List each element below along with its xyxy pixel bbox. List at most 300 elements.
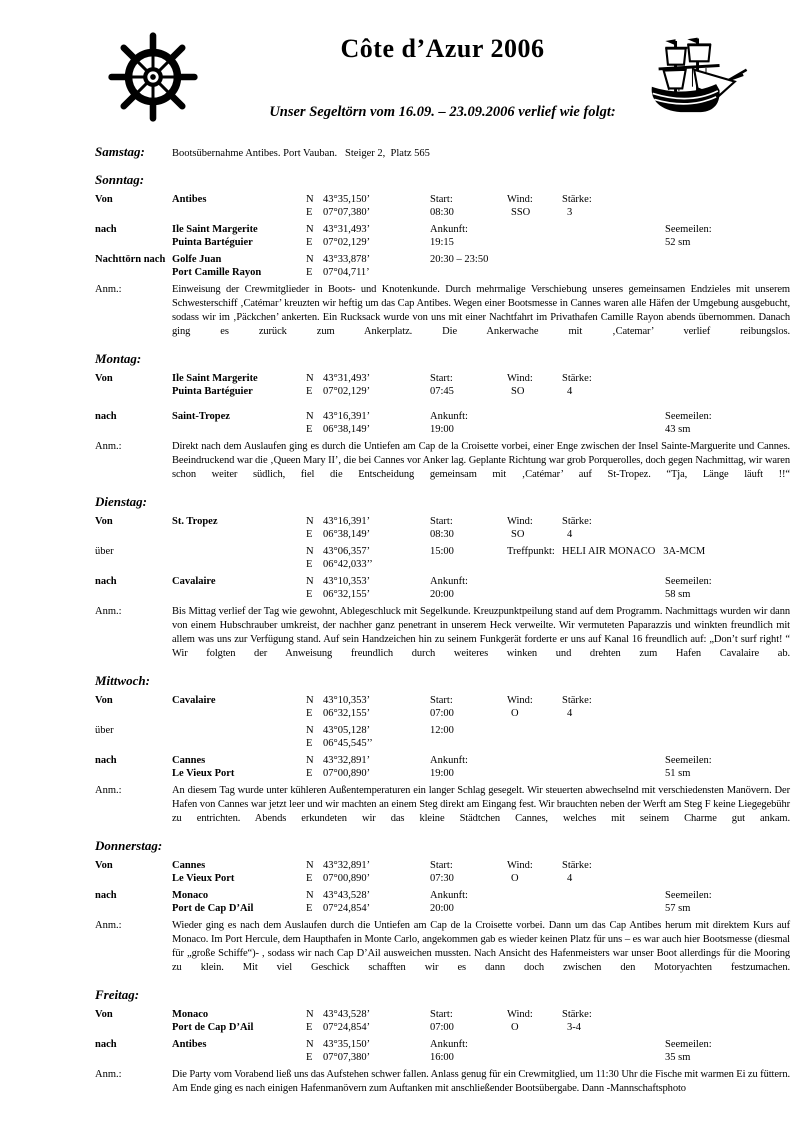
time-cell	[430, 694, 507, 720]
place-line: Golfe Juan	[172, 254, 222, 265]
place-line	[172, 1051, 306, 1064]
seamiles-cell-label: Seemeilen:	[665, 890, 712, 901]
place-cell	[172, 575, 306, 601]
time-cell-value: 19:15	[430, 237, 454, 248]
wind-strength-cell	[562, 253, 665, 279]
day-heading: Donnerstag:	[95, 838, 163, 853]
day-heading: Dienstag:	[95, 494, 147, 509]
hemisphere-label: E	[306, 873, 313, 884]
time-cell	[430, 724, 507, 750]
wind-strength-cell	[562, 754, 665, 780]
coordinate-line	[306, 707, 430, 720]
wind-strength-cell	[562, 724, 665, 750]
coordinate-value: 07°07,380’	[323, 1052, 371, 1063]
coordinate-value: 06°45,545’’	[323, 738, 373, 749]
place-cell	[172, 694, 306, 720]
coordinate-line	[306, 1051, 430, 1064]
place-cell	[172, 889, 306, 915]
day-section	[95, 351, 790, 482]
seamiles-cell	[665, 223, 790, 249]
wind-strength-cell	[562, 545, 706, 571]
time-cell	[430, 193, 507, 219]
coordinates-cell	[306, 859, 430, 885]
coordinates-cell	[306, 575, 430, 601]
row-label: Nachttörn nach	[95, 254, 166, 265]
hemisphere-label: E	[306, 424, 313, 435]
wind-cell	[507, 889, 562, 915]
wind-cell-value: SO	[511, 386, 525, 397]
wind-strength-cell-value: 3-4	[567, 1022, 581, 1033]
time-cell-value: 20:00	[430, 903, 454, 914]
wind-cell	[507, 410, 562, 436]
coordinates-cell	[306, 754, 430, 780]
place-line: Port de Cap D’Ail	[172, 1022, 254, 1033]
coordinates-cell	[306, 889, 430, 915]
wind-strength-cell-value: 4	[567, 529, 573, 540]
itinerary-row	[95, 545, 790, 571]
row-label: Von	[95, 194, 113, 205]
day-heading: Montag:	[95, 351, 142, 366]
coordinate-line	[306, 767, 430, 780]
coordinate-value: 07°02,129’	[323, 237, 371, 248]
wind-cell-label	[507, 410, 562, 423]
coordinate-line	[306, 528, 430, 541]
place-line: Puinta Bartéguier	[172, 386, 253, 397]
wind-strength-cell	[562, 1038, 665, 1064]
sailing-ship-icon	[640, 36, 750, 134]
seamiles-cell-label: Seemeilen:	[665, 224, 712, 235]
row-label: über	[95, 546, 114, 557]
coordinate-value: 43°35,150’	[323, 1039, 371, 1050]
place-cell	[172, 193, 306, 219]
wind-strength-cell-value	[562, 423, 665, 436]
time-cell-value: 19:00	[430, 424, 454, 435]
itinerary-row	[95, 515, 790, 541]
wind-strength-cell-label: Stärke:	[562, 695, 592, 706]
seamiles-cell-label	[665, 859, 790, 872]
itinerary-row	[95, 1008, 790, 1034]
hemisphere-label: N	[306, 725, 314, 736]
row-label: nach	[95, 576, 117, 587]
place-line: Antibes	[172, 1039, 207, 1050]
hemisphere-label: E	[306, 386, 313, 397]
remarks-row	[95, 784, 790, 826]
coordinate-value: 06°38,149’	[323, 424, 371, 435]
saturday-row	[95, 144, 790, 160]
remarks-row	[95, 605, 790, 661]
time-cell-label: Start:	[430, 194, 453, 205]
place-cell	[172, 754, 306, 780]
coordinate-value: 43°06,357’	[323, 546, 371, 557]
seamiles-cell	[665, 1008, 790, 1034]
wind-cell-value: SSO	[511, 207, 531, 218]
place-line	[172, 528, 306, 541]
hemisphere-label: E	[306, 738, 313, 749]
wind-cell-label: Wind:	[507, 194, 533, 205]
seamiles-cell-value	[665, 1021, 790, 1034]
wind-cell-value	[507, 423, 562, 436]
wind-strength-cell	[562, 859, 665, 885]
wind-strength-cell-label: Stärke:	[562, 194, 592, 205]
seamiles-cell	[665, 253, 790, 279]
remarks-row	[95, 919, 790, 975]
time-cell-value: 08:30	[430, 207, 454, 218]
wind-cell-label: Treffpunkt:	[507, 546, 555, 557]
seamiles-cell-value	[665, 707, 790, 720]
row-label: Von	[95, 695, 113, 706]
seamiles-cell-value: 57 sm	[665, 903, 691, 914]
hemisphere-label: N	[306, 546, 314, 557]
itinerary-row	[95, 193, 790, 219]
remarks-label: Anm.:	[95, 441, 122, 452]
time-cell-label: Ankunft:	[430, 755, 468, 766]
seamiles-cell-value	[665, 266, 790, 279]
wind-strength-cell-label	[562, 223, 665, 236]
day-heading: Mittwoch:	[95, 673, 150, 688]
wind-strength-cell-value	[562, 902, 665, 915]
wind-strength-cell-label: HELI AIR MONACO 3A-MCM	[562, 546, 706, 557]
hemisphere-label: E	[306, 1022, 313, 1033]
coordinate-line	[306, 515, 430, 528]
seamiles-cell	[665, 193, 790, 219]
hemisphere-label: N	[306, 254, 314, 265]
wind-cell	[507, 1038, 562, 1064]
saturday-label: Samstag:	[95, 144, 145, 159]
wind-strength-cell	[562, 410, 665, 436]
wind-cell-label: Wind:	[507, 516, 533, 527]
coordinates-cell	[306, 694, 430, 720]
seamiles-cell-label: Seemeilen:	[665, 411, 712, 422]
time-cell-label: Ankunft:	[430, 1039, 468, 1050]
time-cell-value: 16:00	[430, 1052, 454, 1063]
coordinate-value: 43°32,891’	[323, 755, 371, 766]
wind-strength-cell	[562, 372, 665, 398]
place-line	[172, 737, 306, 750]
coordinate-line	[306, 859, 430, 872]
day-heading: Freitag:	[95, 987, 140, 1002]
day-heading: Sonntag:	[95, 172, 145, 187]
seamiles-cell-value	[665, 872, 790, 885]
time-cell	[430, 253, 507, 279]
itinerary-row	[95, 724, 790, 750]
hemisphere-label: E	[306, 559, 313, 570]
hemisphere-label: E	[306, 267, 313, 278]
row-label: Von	[95, 516, 113, 527]
hemisphere-label: N	[306, 516, 314, 527]
time-cell	[430, 545, 507, 571]
coordinate-line	[306, 902, 430, 915]
remarks-label: Anm.:	[95, 284, 122, 295]
time-cell	[430, 410, 507, 436]
time-cell-value	[430, 266, 507, 279]
seamiles-cell-value	[665, 737, 790, 750]
place-line	[172, 588, 306, 601]
seamiles-cell-value: 52 sm	[665, 237, 691, 248]
coordinate-line	[306, 558, 430, 571]
itinerary-row	[95, 223, 790, 249]
wind-strength-cell-value	[562, 1051, 665, 1064]
wind-strength-cell-value: 4	[567, 873, 573, 884]
coordinate-value: 43°05,128’	[323, 725, 371, 736]
time-cell-value: 07:00	[430, 708, 454, 719]
coordinate-value: 07°02,129’	[323, 386, 371, 397]
seamiles-cell-label	[665, 515, 790, 528]
coordinate-value: 06°32,155’	[323, 589, 371, 600]
wind-cell-value	[507, 236, 562, 249]
time-cell	[430, 1038, 507, 1064]
coordinate-line	[306, 223, 430, 236]
itinerary-row	[95, 859, 790, 885]
wind-cell	[507, 193, 562, 219]
time-cell-label: Start:	[430, 695, 453, 706]
place-line: Cavalaire	[172, 576, 216, 587]
time-cell-value: 19:00	[430, 768, 454, 779]
seamiles-cell-label: Seemeilen:	[665, 755, 712, 766]
time-cell	[430, 889, 507, 915]
day-section	[95, 172, 790, 339]
coordinate-line	[306, 1021, 430, 1034]
time-cell	[430, 515, 507, 541]
time-cell	[430, 754, 507, 780]
coordinate-line	[306, 724, 430, 737]
hemisphere-label: N	[306, 755, 314, 766]
seamiles-cell	[665, 889, 790, 915]
coordinate-line	[306, 737, 430, 750]
hemisphere-label: E	[306, 237, 313, 248]
place-cell	[172, 410, 306, 436]
day-section	[95, 494, 790, 661]
wind-cell-label: Wind:	[507, 695, 533, 706]
coordinate-line	[306, 545, 430, 558]
seamiles-cell-value: 43 sm	[665, 424, 691, 435]
coordinate-line	[306, 206, 430, 219]
hemisphere-label: E	[306, 207, 313, 218]
time-cell-label: Start:	[430, 516, 453, 527]
day-sections	[95, 172, 790, 1096]
row-label: nach	[95, 224, 117, 235]
wind-cell	[507, 515, 562, 541]
remarks-label: Anm.:	[95, 606, 122, 617]
coordinate-value: 43°32,891’	[323, 860, 371, 871]
wind-cell	[507, 253, 562, 279]
seamiles-cell-label: Seemeilen:	[665, 1039, 712, 1050]
coordinate-line	[306, 236, 430, 249]
wind-cell-value	[507, 902, 562, 915]
time-cell	[430, 372, 507, 398]
time-cell-value: 08:30	[430, 529, 454, 540]
coordinates-cell	[306, 410, 430, 436]
ship-wheel-icon	[106, 30, 200, 124]
hemisphere-label: N	[306, 411, 314, 422]
seamiles-cell	[665, 694, 790, 720]
wind-cell-label	[507, 754, 562, 767]
time-cell-label: Ankunft:	[430, 576, 468, 587]
wind-strength-cell-label	[562, 1038, 665, 1051]
wind-cell-value: O	[511, 1022, 519, 1033]
wind-strength-cell-value	[562, 558, 665, 571]
place-line: Cannes	[172, 755, 206, 766]
place-cell	[172, 515, 306, 541]
place-line	[172, 724, 306, 737]
seamiles-cell	[665, 372, 790, 398]
wind-cell-value: O	[511, 708, 519, 719]
row-label: Von	[95, 860, 113, 871]
wind-cell-value	[507, 588, 562, 601]
hemisphere-label: N	[306, 1039, 314, 1050]
time-cell-value	[430, 737, 507, 750]
time-cell-value: 07:30	[430, 873, 454, 884]
itinerary-row	[95, 410, 790, 436]
seamiles-cell-value	[665, 385, 790, 398]
wind-strength-cell-value: 4	[567, 708, 573, 719]
row-label: nach	[95, 755, 117, 766]
seamiles-cell-value: 35 sm	[665, 1052, 691, 1063]
wind-cell-value	[507, 767, 562, 780]
wind-cell-label	[507, 575, 562, 588]
wind-cell-value: O	[511, 873, 519, 884]
wind-cell-value: SO	[511, 529, 525, 540]
coordinate-value: 43°35,150’	[323, 194, 371, 205]
wind-strength-cell-value: 3	[567, 207, 573, 218]
wind-cell-label: Wind:	[507, 1009, 533, 1020]
remarks-label: Anm.:	[95, 1069, 122, 1080]
time-cell-label: Ankunft:	[430, 890, 468, 901]
coordinate-value: 06°42,033’’	[323, 559, 373, 570]
coordinates-cell	[306, 223, 430, 249]
coordinates-cell	[306, 545, 430, 571]
wind-strength-cell-label: Stärke:	[562, 1009, 592, 1020]
place-cell	[172, 1038, 306, 1064]
seamiles-cell-value	[665, 528, 790, 541]
coordinates-cell	[306, 193, 430, 219]
day-section	[95, 838, 790, 975]
page-subtitle: Unser Segeltörn vom 16.09. – 23.09.2006 verlief wie folgt:	[269, 104, 616, 120]
time-cell-label: Ankunft:	[430, 411, 468, 422]
row-label: nach	[95, 890, 117, 901]
hemisphere-label: E	[306, 903, 313, 914]
coordinate-line	[306, 1038, 430, 1051]
coordinate-value: 43°31,493’	[323, 373, 371, 384]
wind-strength-cell-label	[562, 754, 665, 767]
time-cell-value: 20:00	[430, 589, 454, 600]
time-cell	[430, 223, 507, 249]
time-cell-value: 07:00	[430, 1022, 454, 1033]
wind-strength-cell	[562, 1008, 665, 1034]
place-line	[172, 545, 306, 558]
place-line	[172, 206, 306, 219]
seamiles-cell	[665, 545, 790, 571]
wind-cell-label	[507, 223, 562, 236]
place-line	[172, 707, 306, 720]
coordinate-value: 07°07,380’	[323, 207, 371, 218]
coordinate-line	[306, 754, 430, 767]
coordinate-line	[306, 193, 430, 206]
remarks-text: Direkt nach dem Auslaufen ging es durch die Untiefen am Cap de la Croisette vorbei, einer Enge zwischen der Insel Sainte-Marguerite und Cannes. Beeindruckend war die ‚Queen Mary II’, die bei Cannes vor Anker lag. Geplante Richtung war grob Porquerolles, doch gegen Nachmittag, wir waren schon weiter südlich, fiel die Entscheidung gemeinsam mit ‚Catémar’ auf St-Tropez. “Tja, Länge läuft !!“	[172, 441, 790, 480]
itinerary-row	[95, 694, 790, 720]
wind-strength-cell-value	[562, 767, 665, 780]
coordinates-cell	[306, 1008, 430, 1034]
wind-strength-cell-label	[562, 575, 665, 588]
day-section	[95, 987, 790, 1096]
wind-strength-cell-label	[562, 253, 665, 266]
hemisphere-label: E	[306, 589, 313, 600]
place-line: Saint-Tropez	[172, 411, 230, 422]
seamiles-cell-label	[665, 193, 790, 206]
wind-strength-cell-label: Stärke:	[562, 860, 592, 871]
coordinate-line	[306, 1008, 430, 1021]
coordinate-line	[306, 372, 430, 385]
place-cell	[172, 253, 306, 279]
coordinates-cell	[306, 1038, 430, 1064]
wind-cell-value	[507, 266, 562, 279]
coordinate-line	[306, 889, 430, 902]
wind-strength-cell	[562, 223, 665, 249]
hemisphere-label: E	[306, 768, 313, 779]
itinerary-row	[95, 1038, 790, 1064]
coordinate-value: 43°43,528’	[323, 890, 371, 901]
wind-strength-cell	[562, 694, 665, 720]
coordinates-cell	[306, 372, 430, 398]
coordinate-line	[306, 253, 430, 266]
time-cell-label: Ankunft:	[430, 224, 468, 235]
row-label: Von	[95, 373, 113, 384]
seamiles-cell	[665, 515, 790, 541]
wind-cell	[507, 694, 562, 720]
place-cell	[172, 223, 306, 249]
place-line: Puinta Bartéguier	[172, 237, 253, 248]
seamiles-cell	[665, 754, 790, 780]
time-cell-label: Start:	[430, 1009, 453, 1020]
wind-strength-cell-label: Stärke:	[562, 516, 592, 527]
coordinate-value: 07°00,890’	[323, 873, 371, 884]
seamiles-cell-label	[665, 253, 790, 266]
coordinates-cell	[306, 253, 430, 279]
time-cell	[430, 575, 507, 601]
coordinate-value: 43°33,878’	[323, 254, 371, 265]
coordinate-value: 06°38,149’	[323, 529, 371, 540]
wind-strength-cell-label	[562, 410, 665, 423]
seamiles-cell-value	[665, 206, 790, 219]
coordinate-value: 07°04,711’	[323, 267, 370, 278]
place-line: St. Tropez	[172, 516, 218, 527]
coordinate-value: 43°10,353’	[323, 576, 371, 587]
wind-strength-cell-label	[562, 889, 665, 902]
coordinates-cell	[306, 515, 430, 541]
seamiles-cell-value: 58 sm	[665, 589, 691, 600]
coordinate-value: 43°16,391’	[323, 516, 371, 527]
time-cell-value	[430, 558, 507, 571]
seamiles-cell	[665, 575, 790, 601]
place-line: Ile Saint Margerite	[172, 224, 258, 235]
place-line: Monaco	[172, 1009, 209, 1020]
itinerary-row	[95, 889, 790, 915]
coordinate-line	[306, 694, 430, 707]
page-title: Côte d’Azur 2006	[340, 34, 545, 63]
wind-strength-cell-value	[562, 266, 665, 279]
wind-cell-value	[507, 737, 562, 750]
remarks-text: Die Party vom Vorabend ließ uns das Aufstehen schwer fallen. Anlass genug für ein Crewmitglied, um 11:30 Uhr die Fische mit warmen Ei zu füttern. Am Ende ging es nach einigen Hafenmanövern zum Auftanken mit anschließender Bootsübergabe. Dann -Mannschaftsphoto	[172, 1069, 790, 1094]
remarks-text: Einweisung der Crewmitglieder in Boots- und Knotenkunde. Durch mehrmalige Verschiebung unseres gemeinsamen Endzieles mit unserem Schwesterschiff ‚Catémar’ kreuzten wir heftig um das Cap Antibes. Wegen einer Bootsmesse in Cannes waren alle Häfen der Umgebung ausgebucht, sodass wir im ‚Päckchen’ ankerten. Ein Rucksack wurde von uns mit einer Nachtfahrt im Privathafen Camille Rayon abends übernommen. Danach ging es zurück zum Ankerplatz. Die Ankerwache mit ‚Catemar’ verlief reibungslos.	[172, 284, 790, 337]
time-cell-value: 07:45	[430, 386, 454, 397]
place-line	[172, 423, 306, 436]
hemisphere-label: N	[306, 373, 314, 384]
wind-cell-label	[507, 1038, 562, 1051]
place-line: Le Vieux Port	[172, 768, 235, 779]
time-cell-label: 12:00	[430, 725, 454, 736]
place-line: Port de Cap D’Ail	[172, 903, 254, 914]
hemisphere-label: E	[306, 708, 313, 719]
itinerary-row	[95, 372, 790, 398]
